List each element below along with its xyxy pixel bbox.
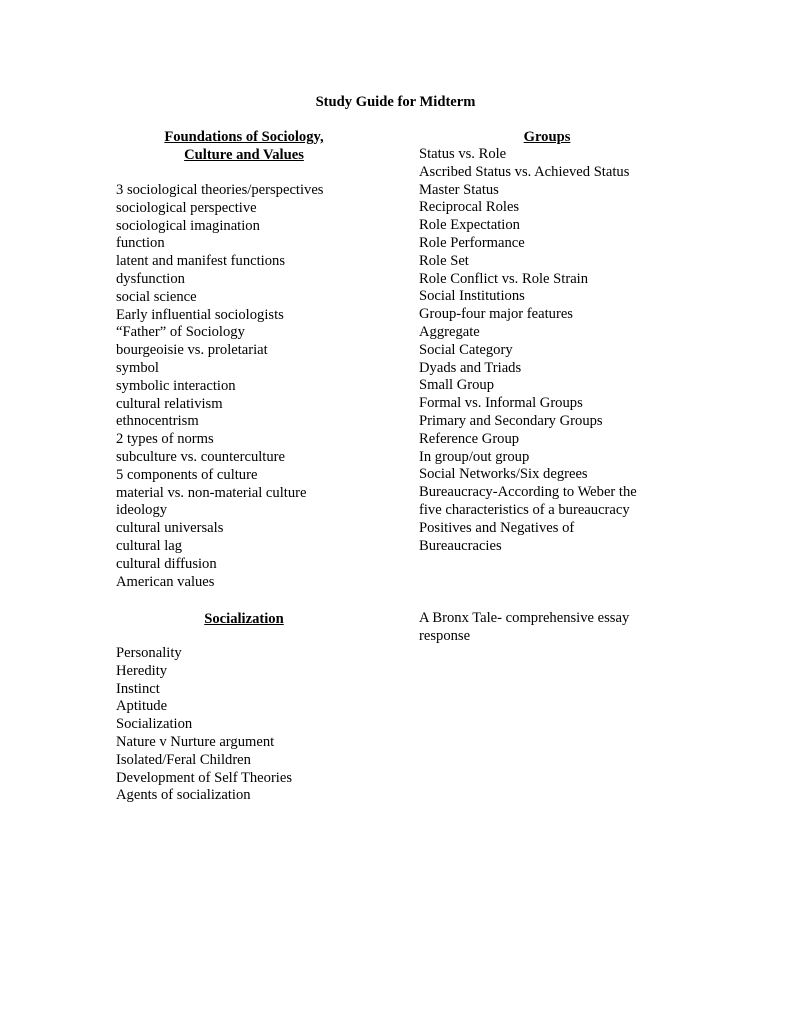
list-item: symbolic interaction: [116, 377, 236, 394]
list-item: sociological imagination: [116, 217, 260, 234]
list-item: bourgeoisie vs. proletariat: [116, 342, 268, 359]
list-item: Small Group: [419, 377, 494, 394]
list-item: Social Networks/Six degrees: [419, 466, 588, 483]
groups-section: [419, 128, 675, 555]
list-item: Instinct: [116, 680, 160, 697]
list-item: Bureaucracies: [419, 537, 502, 554]
list-item: Role Performance: [419, 234, 525, 251]
list-item: Role Expectation: [419, 217, 520, 234]
list-item: Group-four major features: [419, 306, 573, 323]
list-item: Personality: [116, 645, 182, 661]
socialization-heading: Socialization: [204, 611, 284, 627]
list-item: social science: [116, 288, 197, 305]
page-title: Study Guide for Midterm: [315, 94, 476, 110]
groups-heading: Groups: [523, 129, 571, 145]
list-item: Bureaucracy-According to Weber the: [419, 484, 637, 501]
list-item: Reciprocal Roles: [419, 199, 520, 216]
list-item: Social Institutions: [419, 288, 525, 305]
list-item: Early influential sociologists: [116, 306, 284, 323]
list-item: Reference Group: [419, 430, 520, 447]
list-item: Development of Self Theories: [116, 769, 293, 786]
list-item: dysfunction: [116, 270, 185, 287]
list-item: cultural lag: [116, 537, 183, 554]
list-item: Nature v Nurture argument: [116, 733, 275, 750]
list-item: In group/out group: [419, 448, 530, 465]
list-item: sociological perspective: [116, 199, 257, 216]
socialization-list: [116, 645, 292, 805]
list-item: Ascribed Status vs. Achieved Status: [419, 163, 630, 180]
list-item: cultural universals: [116, 520, 224, 537]
list-item: Master Status: [419, 181, 499, 198]
list-item: ethnocentrism: [116, 413, 199, 430]
list-item: 3 sociological theories/perspectives: [116, 182, 324, 198]
list-item: cultural diffusion: [116, 555, 217, 572]
list-item: Aptitude: [116, 698, 168, 715]
foundations-heading-line-2: Culture and Values: [184, 147, 304, 163]
list-item: Socialization: [116, 716, 193, 733]
list-item: five characteristics of a bureaucracy: [419, 501, 630, 518]
essay-line-2: response: [419, 627, 471, 644]
list-item: ideology: [116, 502, 168, 519]
list-item: Agents of socialization: [116, 787, 251, 804]
list-item: 5 components of culture: [116, 466, 258, 483]
list-item: Dyads and Triads: [419, 359, 522, 376]
foundations-heading-line-1: Foundations of Sociology,: [164, 129, 324, 145]
list-item: Aggregate: [419, 323, 480, 340]
foundations-section: [116, 128, 372, 591]
list-item: Heredity: [116, 662, 168, 679]
list-item: cultural relativism: [116, 395, 223, 412]
list-item: subculture vs. counterculture: [116, 448, 285, 465]
list-item: symbol: [116, 359, 159, 376]
essay-line-1: A Bronx Tale- comprehensive essay: [419, 610, 630, 626]
list-item: “Father” of Sociology: [116, 324, 245, 341]
list-item: Positives and Negatives of: [419, 519, 575, 536]
essay-note: [419, 610, 669, 646]
list-item: Isolated/Feral Children: [116, 751, 251, 768]
list-item: Social Category: [419, 341, 513, 358]
list-item: Primary and Secondary Groups: [419, 412, 603, 429]
list-item: Role Set: [419, 252, 469, 269]
list-item: Formal vs. Informal Groups: [419, 395, 583, 412]
list-item: latent and manifest functions: [116, 253, 285, 270]
groups-list: [419, 146, 675, 555]
list-item: function: [116, 235, 165, 252]
list-item: Role Conflict vs. Role Strain: [419, 270, 589, 287]
list-item: American values: [116, 573, 215, 590]
foundations-list: [116, 182, 372, 591]
list-item: material vs. non-material culture: [116, 484, 307, 501]
list-item: 2 types of norms: [116, 431, 214, 448]
list-item: Status vs. Role: [419, 146, 507, 162]
foundations-heading: [116, 128, 372, 164]
